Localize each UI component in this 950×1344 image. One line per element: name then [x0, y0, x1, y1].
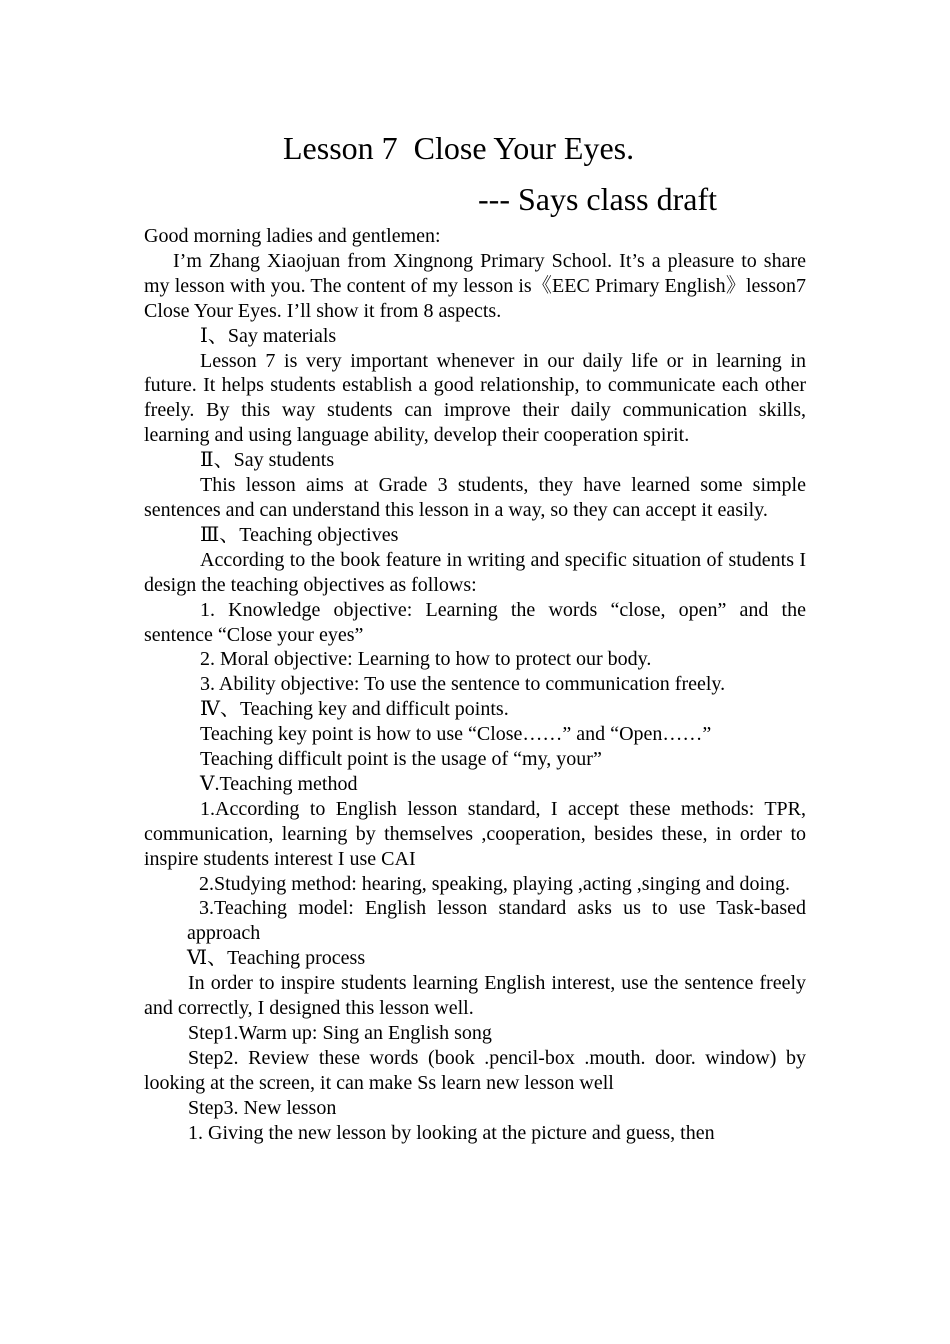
section-heading: Ⅲ、Teaching objectives — [200, 523, 399, 546]
paragraph: Teaching key point is how to use “Close……” and “Open……” — [200, 723, 712, 746]
section-heading: Ⅵ、Teaching process — [187, 947, 366, 970]
section-heading: Ⅰ、Say materials — [200, 324, 337, 347]
list-item: 1. Knowledge objective: Learning the words “close, open” and the sentence “Close your eyes” — [144, 598, 806, 646]
paragraph: Teaching difficult point is the usage of “my, your” — [200, 748, 602, 771]
step-item: Step2. Review these words (book .pencil-box .mouth. door. window) by looking at the screen, it can make Ss learn new lesson well — [144, 1046, 806, 1094]
document-title: Lesson 7 Close Your Eyes. — [283, 130, 635, 166]
document-body — [144, 224, 806, 1146]
section-heading: Ⅳ、Teaching key and difficult points. — [200, 698, 509, 721]
document-subtitle: --- Says class draft — [478, 181, 718, 217]
list-item: 1. Giving the new lesson by looking at the picture and guess, then — [188, 1121, 715, 1144]
greeting: Good morning ladies and gentlemen: — [144, 225, 441, 247]
step-item: Step3. New lesson — [188, 1096, 337, 1119]
list-item: 2.Studying method: hearing, speaking, playing ,acting ,singing and doing. — [199, 872, 791, 895]
paragraph: In order to inspire students learning English interest, use the sentence freely and correctly, I designed this lesson well. — [144, 972, 806, 1020]
list-item: 3.Teaching model: English lesson standard asks us to use Task-based approach — [187, 897, 806, 945]
list-item: 1.According to English lesson standard, I accept these methods: TPR, communication, learning by themselves ,cooperation, besides these, in order to inspire students interest I use CAI — [144, 797, 806, 870]
list-item: 2. Moral objective: Learning to how to protect our body. — [200, 648, 652, 671]
step-item: Step1.Warm up: Sing an English song — [188, 1022, 492, 1044]
paragraph: This lesson aims at Grade 3 students, they have learned some simple sentences and can understand this lesson in a way, so they can accept it easily. — [144, 474, 806, 521]
list-item: 3. Ability objective: To use the sentence to communication freely. — [200, 673, 726, 696]
paragraph: Lesson 7 is very important whenever in our daily life or in learning in future. It helps students establish a good relationship, to communicate each other freely. By this way students can improve their daily communication skills, learning and using language ability, develop their cooperation spirit. — [144, 349, 806, 447]
introduction-paragraph: I’m Zhang Xiaojuan from Xingnong Primary School. It’s a pleasure to share my lesson with you. The content of my lesson is《EEC Primary English》lesson7 Close Your Eyes. I’ll show it from 8 aspects. — [144, 249, 806, 322]
section-heading: Ⅴ.Teaching method — [200, 772, 358, 795]
section-heading: Ⅱ、Say students — [200, 449, 335, 472]
paragraph: According to the book feature in writing and specific situation of students I design the teaching objectives as follows: — [144, 548, 806, 596]
